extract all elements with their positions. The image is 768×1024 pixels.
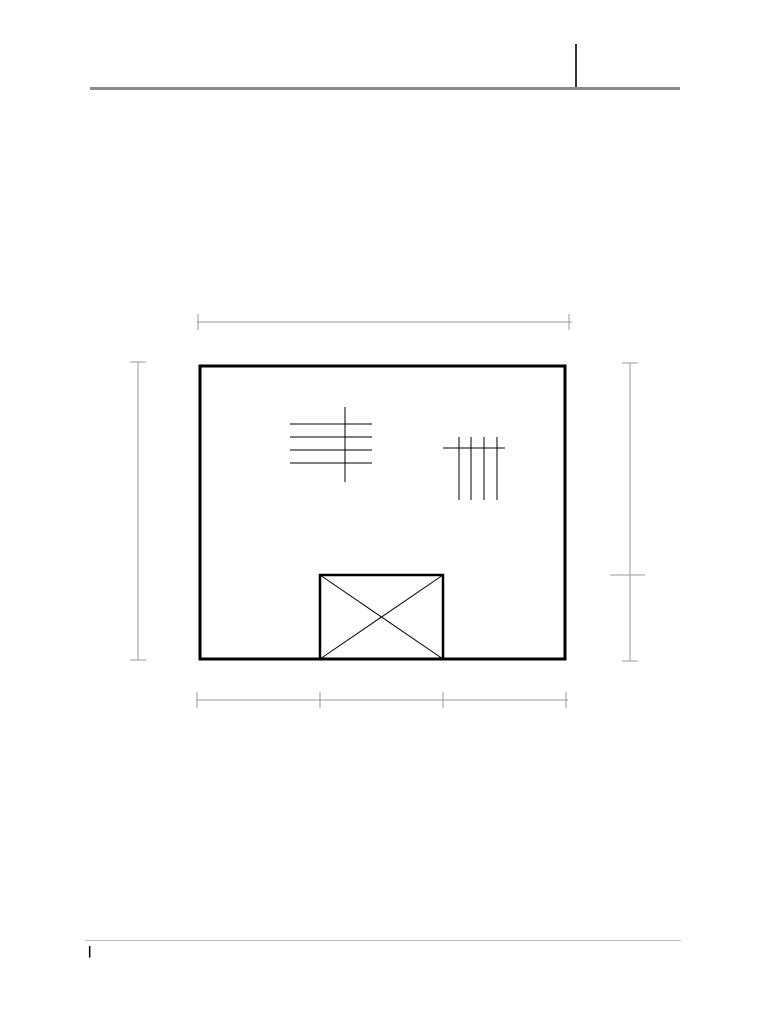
footer-rule [85, 940, 681, 941]
rebar-horizontal-symbol [290, 407, 372, 482]
rebar-vertical-symbol [443, 437, 505, 500]
footer-page: | [88, 944, 92, 958]
slab-outline [200, 366, 565, 659]
dimension-lines [130, 314, 645, 708]
